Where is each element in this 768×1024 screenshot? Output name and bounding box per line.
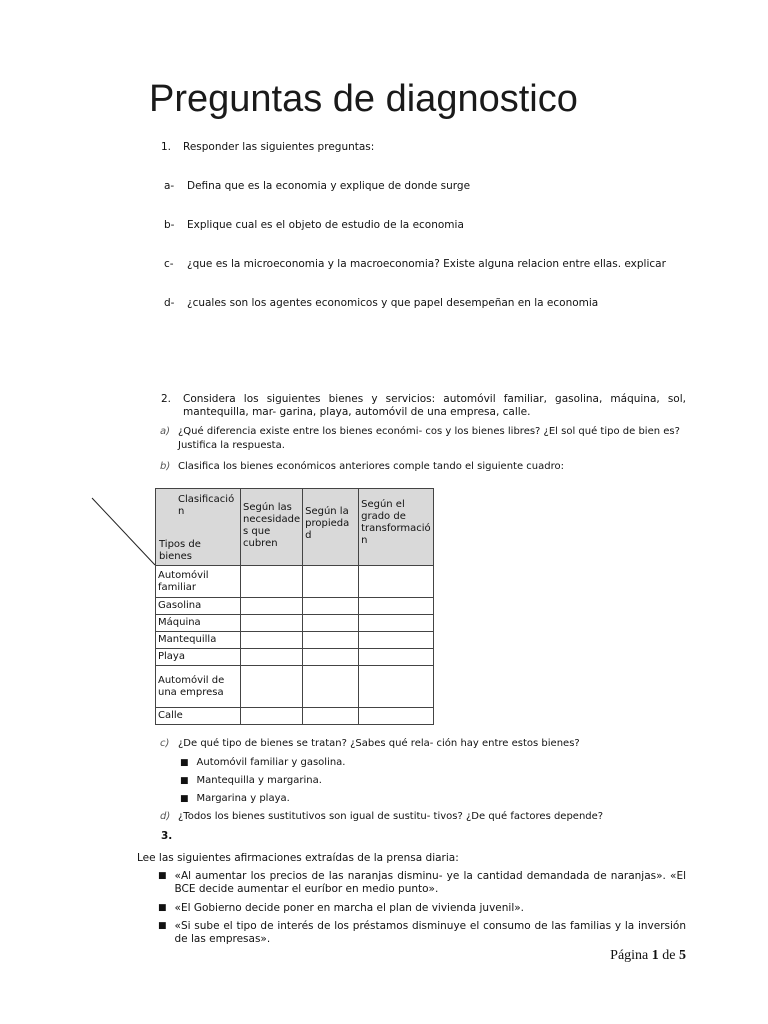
list-item: ■ Automóvil familiar y gasolina. — [180, 757, 346, 768]
table-cell[interactable] — [303, 598, 359, 615]
section2-b-text: Clasifica los bienes económicos anteriores comple tando el siguiente cuadro: — [178, 461, 564, 472]
table-row-label: Calle — [156, 708, 241, 725]
list-item: ■ «Si sube el tipo de interés de los préstamos disminuye el consumo de las familias y la inversión de las empresas». — [158, 920, 686, 945]
section2-a-text: ¿Qué diferencia existe entre los bienes económi- cos y los bienes libres? ¿El sol qué tipo de bien es? Justifica la respuesta. — [178, 426, 680, 451]
item-d-text: ¿cuales son los agentes economicos y que papel desempeñan en la economia — [187, 297, 599, 309]
bullet-icon: ■ — [180, 758, 189, 768]
current-page: 1 — [651, 948, 659, 963]
item-b-marker: b- — [164, 219, 175, 231]
table-cell[interactable] — [241, 632, 303, 649]
table-cell[interactable] — [241, 598, 303, 615]
bullet-icon: ■ — [180, 776, 189, 786]
table-cell[interactable] — [359, 615, 434, 632]
section2-number: 2. — [161, 393, 172, 405]
table-row-label: Automóvil de una empresa — [156, 666, 241, 708]
table-cell[interactable] — [359, 649, 434, 666]
list-item: ■ Mantequilla y margarina. — [180, 775, 322, 786]
section2-c-marker: c) — [160, 738, 170, 749]
section2-d-text: ¿Todos los bienes sustitutivos son igual de sustitu- tivos? ¿De qué factores depende? — [178, 811, 604, 822]
table-cell[interactable] — [241, 615, 303, 632]
table-cell[interactable] — [359, 566, 434, 598]
table-col-header: Según la propieda d — [303, 489, 359, 566]
table-col-header: Según el grado de transformació n — [359, 489, 434, 566]
bullet-icon: ■ — [158, 871, 167, 881]
table-cell[interactable] — [303, 649, 359, 666]
table-corner-top: Clasificació n — [178, 494, 235, 517]
section2-a-marker: a) — [160, 426, 171, 437]
table-cell[interactable] — [241, 666, 303, 708]
table-cell[interactable] — [241, 649, 303, 666]
table-row-label: Playa — [156, 649, 241, 666]
section2-d-marker: d) — [160, 811, 171, 822]
table-cell[interactable] — [359, 632, 434, 649]
page-title: Preguntas de diagnostico — [149, 78, 578, 120]
section1-heading: Responder las siguientes preguntas: — [183, 141, 375, 153]
table-cell[interactable] — [303, 666, 359, 708]
table-cell[interactable] — [359, 708, 434, 725]
table-row-label: Automóvil familiar — [156, 566, 241, 598]
table-cell[interactable] — [359, 666, 434, 708]
table-row-label: Mantequilla — [156, 632, 241, 649]
item-c-text: ¿que es la microeconomia y la macroeconomia? Existe alguna relacion entre ellas. explicar — [187, 258, 666, 270]
section2-intro: Considera los siguientes bienes y servicios: automóvil familiar, gasolina, máquina, sol, mantequilla, mar- garina, playa, automóvil de una empresa, calle. — [183, 393, 686, 418]
item-d-marker: d- — [164, 297, 175, 309]
list-item: ■ Margarina y playa. — [180, 793, 290, 804]
table-cell[interactable] — [359, 598, 434, 615]
item-a-marker: a- — [164, 180, 175, 192]
section3-number: 3. — [161, 830, 173, 842]
table-cell[interactable] — [303, 632, 359, 649]
table-cell[interactable] — [241, 708, 303, 725]
section3-intro: Lee las siguientes afirmaciones extraídas de la prensa diaria: — [137, 852, 459, 864]
table-row-label: Gasolina — [156, 598, 241, 615]
table-corner-cell — [156, 489, 241, 566]
bullet-icon: ■ — [158, 921, 167, 931]
section2-c-text: ¿De qué tipo de bienes se tratan? ¿Sabes qué rela- ción hay entre estos bienes? — [178, 738, 580, 749]
table-cell[interactable] — [241, 566, 303, 598]
table-cell[interactable] — [303, 708, 359, 725]
page-footer: Página 1 de 5 — [610, 948, 686, 963]
table-cell[interactable] — [303, 615, 359, 632]
item-b-text: Explique cual es el objeto de estudio de la economia — [187, 219, 464, 231]
list-item: ■ «Al aumentar los precios de las naranjas disminu- ye la cantidad demandada de naranjas». «El BCE decide aumentar el euríbor en medio punto». — [158, 870, 686, 895]
section1-number: 1. — [161, 141, 172, 153]
table-corner-bottom: Tipos de bienes — [159, 539, 201, 562]
bullet-icon: ■ — [180, 794, 189, 804]
section2-b-marker: b) — [160, 461, 171, 472]
item-a-text: Defina que es la economia y explique de donde surge — [187, 180, 471, 192]
table-col-header: Según las necesidade s que cubren — [241, 489, 303, 566]
total-pages: 5 — [679, 948, 686, 963]
list-item: ■ «El Gobierno decide poner en marcha el plan de vivienda juvenil». — [158, 902, 525, 914]
bullet-icon: ■ — [158, 903, 167, 913]
classification-table — [155, 488, 434, 725]
table-cell[interactable] — [303, 566, 359, 598]
item-c-marker: c- — [164, 258, 174, 270]
table-row-label: Máquina — [156, 615, 241, 632]
